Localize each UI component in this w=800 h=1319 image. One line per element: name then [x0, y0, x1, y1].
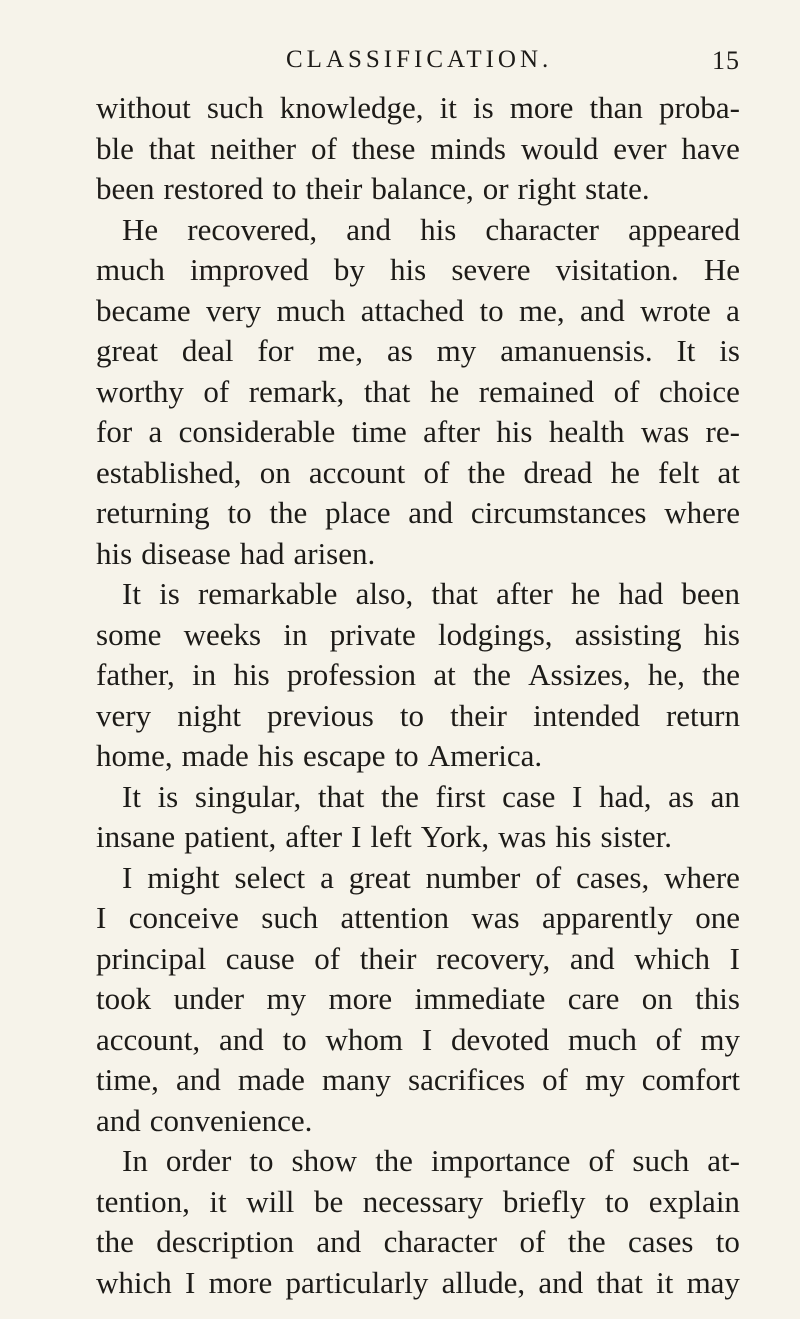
word: left	[370, 819, 412, 854]
word: might	[147, 859, 220, 895]
word: cases	[628, 1224, 694, 1259]
text-line	[96, 574, 740, 615]
word: to	[715, 1224, 740, 1259]
text-line	[96, 250, 740, 291]
word: my	[700, 1021, 740, 1057]
word: It	[122, 576, 141, 611]
word: singular,	[194, 778, 302, 814]
word: I	[421, 1021, 433, 1057]
word: his	[257, 738, 294, 773]
word: It	[122, 778, 141, 814]
word: such	[206, 90, 264, 125]
text-line	[96, 939, 740, 980]
word: remarkable	[197, 576, 338, 611]
word: importance	[431, 1143, 571, 1178]
word: he,	[647, 657, 685, 692]
word: his	[496, 414, 533, 449]
word: great	[96, 333, 158, 368]
word: I	[96, 900, 107, 935]
text-line	[96, 1101, 740, 1142]
word: of	[314, 940, 341, 976]
word: had	[239, 535, 285, 571]
word: comfort	[641, 1062, 740, 1097]
word: have	[681, 130, 740, 166]
word: of	[542, 1062, 568, 1097]
running-head	[96, 46, 740, 80]
page-number: 15	[712, 46, 740, 75]
word: more	[509, 90, 574, 125]
word: it	[439, 90, 457, 125]
text-line	[96, 1182, 740, 1223]
word: Assizes,	[528, 657, 631, 692]
word: that	[363, 373, 411, 409]
word: where	[664, 859, 740, 895]
word: the	[567, 1224, 606, 1259]
word: account	[308, 454, 406, 490]
word: night	[177, 697, 241, 733]
word: immediate	[414, 981, 546, 1016]
word: than	[589, 90, 643, 125]
word: his	[96, 535, 133, 571]
word: arisen.	[293, 535, 376, 571]
word: made	[181, 738, 249, 773]
word: dread	[523, 454, 593, 490]
word: will	[246, 1183, 295, 1219]
word: and	[408, 495, 454, 530]
word: took	[96, 981, 152, 1016]
word: their	[450, 697, 507, 733]
word: a	[320, 859, 334, 895]
word: where	[664, 495, 740, 530]
word: the	[472, 657, 511, 692]
word: briefly	[502, 1183, 586, 1219]
word: right	[517, 171, 577, 206]
word: by	[333, 252, 365, 287]
word: balance,	[371, 171, 474, 206]
word: number	[425, 859, 521, 895]
word: he	[571, 576, 601, 611]
word: is	[157, 778, 179, 814]
word: at	[717, 454, 740, 490]
word: character	[383, 1224, 498, 1259]
word: or	[482, 171, 509, 206]
word: previous	[267, 697, 374, 733]
word: great	[348, 859, 411, 895]
text-line	[96, 412, 740, 453]
text-line	[96, 898, 740, 939]
word: of	[613, 373, 640, 409]
word: conceive	[128, 900, 239, 935]
word: devoted	[451, 1021, 550, 1057]
word: may	[686, 1264, 740, 1300]
word: to	[282, 1021, 307, 1057]
word: escape	[302, 738, 386, 773]
text-line	[96, 655, 740, 696]
text-line	[96, 534, 740, 575]
word: intended	[533, 697, 640, 733]
text-line	[96, 493, 740, 534]
word: restored	[163, 171, 264, 206]
text-line	[96, 88, 740, 129]
word: on	[641, 981, 673, 1016]
word: remark,	[248, 373, 345, 409]
word: allude,	[441, 1264, 526, 1300]
text-line	[96, 210, 740, 251]
text-line	[96, 372, 740, 413]
word: after	[285, 819, 343, 854]
word: in	[192, 657, 217, 692]
text-line	[96, 331, 740, 372]
text-line	[96, 817, 740, 858]
word: more	[208, 1264, 273, 1300]
word: an	[710, 778, 740, 814]
word: of	[310, 130, 337, 166]
word: attached	[360, 292, 465, 328]
text-line	[96, 979, 740, 1020]
word: to	[479, 292, 504, 328]
word: place	[325, 495, 391, 530]
word: that	[431, 576, 478, 611]
word: returning	[96, 495, 210, 530]
word: under	[173, 981, 245, 1016]
word: he	[429, 373, 460, 409]
word: this	[695, 981, 740, 1016]
word: to	[227, 495, 252, 530]
word: re-	[705, 414, 740, 449]
word: been	[681, 576, 740, 611]
word: is	[472, 90, 494, 125]
word: of	[519, 1224, 546, 1259]
word: the	[269, 495, 308, 530]
word: became	[96, 292, 191, 328]
word: such	[632, 1143, 690, 1178]
word: explain	[648, 1183, 740, 1219]
word: I	[185, 1264, 196, 1300]
word: private	[329, 616, 416, 652]
word: after	[496, 576, 553, 611]
word: remained	[478, 373, 595, 409]
word: very	[206, 292, 262, 328]
word: America.	[427, 738, 543, 773]
word: that	[148, 130, 196, 166]
word: to	[394, 738, 419, 773]
word: I	[729, 940, 740, 976]
word: amanuensis.	[500, 333, 653, 368]
word: his	[703, 616, 740, 652]
word: that	[317, 778, 365, 814]
word: cases,	[576, 859, 650, 895]
word: tention,	[96, 1183, 190, 1219]
word: made	[237, 1062, 305, 1097]
word: his	[390, 252, 427, 287]
word: I	[572, 778, 583, 814]
word: disease	[141, 535, 231, 571]
word: proba-	[659, 90, 740, 125]
word: first	[435, 778, 486, 814]
word: is	[159, 576, 180, 611]
word: at	[433, 657, 456, 692]
word: care	[567, 981, 620, 1016]
word: and	[96, 1102, 141, 1138]
word: and	[346, 211, 392, 247]
word: recovered,	[187, 211, 318, 247]
word: for	[257, 333, 294, 368]
word: worthy	[96, 373, 184, 409]
text-line	[96, 1060, 740, 1101]
word: principal	[96, 940, 207, 976]
word: it	[656, 1264, 674, 1300]
word: which	[634, 940, 711, 976]
word: It	[676, 333, 696, 368]
word: neither	[210, 130, 297, 166]
word: more	[328, 981, 393, 1016]
text-line	[96, 169, 740, 210]
word: time	[351, 414, 407, 449]
word: be	[313, 1183, 344, 1219]
word: such	[261, 900, 319, 935]
word: father,	[96, 657, 175, 692]
word: deal	[181, 333, 234, 368]
word: established,	[96, 454, 242, 490]
word: and	[579, 292, 625, 328]
word: and	[175, 1062, 221, 1097]
word: very	[96, 697, 152, 733]
word: patient,	[184, 819, 277, 854]
word: their	[305, 171, 363, 206]
word: improved	[189, 252, 309, 287]
word: his	[420, 211, 457, 247]
word: the	[381, 778, 419, 814]
word: been	[96, 171, 155, 206]
text-line	[96, 291, 740, 332]
word: on	[259, 454, 291, 490]
word: ever	[613, 130, 667, 166]
word: show	[291, 1143, 357, 1178]
word: order	[165, 1143, 232, 1178]
word: York,	[420, 819, 490, 854]
word: one	[695, 900, 740, 935]
word: sacrifices	[408, 1062, 526, 1097]
word: lodgings,	[438, 616, 553, 652]
body-text	[96, 88, 740, 1303]
word: insane	[96, 819, 176, 854]
word: my	[585, 1062, 625, 1097]
word: much	[276, 292, 346, 328]
word: assisting	[574, 616, 682, 652]
word: these	[351, 130, 416, 166]
word: profession	[286, 657, 417, 692]
word: state.	[585, 171, 650, 206]
word: the	[375, 1143, 413, 1178]
word: also,	[355, 576, 414, 611]
word: In	[122, 1143, 148, 1178]
word: of	[535, 859, 562, 895]
word: and	[218, 1021, 264, 1057]
word: a	[148, 414, 163, 449]
word: and	[569, 940, 615, 976]
word: return	[665, 697, 740, 733]
word: of	[588, 1143, 615, 1178]
word: the	[467, 454, 506, 490]
word: to	[605, 1183, 630, 1219]
word: my	[266, 981, 307, 1016]
word: my	[436, 333, 477, 368]
word: of	[203, 373, 230, 409]
word: I	[122, 859, 133, 895]
word: that	[596, 1264, 643, 1300]
word: sister.	[600, 819, 672, 854]
word: much	[567, 1021, 637, 1057]
word: me,	[317, 333, 364, 368]
word: after	[423, 414, 480, 449]
word: a	[726, 292, 740, 328]
text-line	[96, 129, 740, 170]
word: account,	[96, 1021, 201, 1057]
text-line	[96, 1141, 740, 1182]
word: visitation.	[555, 252, 679, 287]
word: to	[399, 697, 425, 733]
word: it	[209, 1183, 227, 1219]
word: which	[96, 1264, 172, 1300]
word: appeared	[628, 211, 740, 247]
word: character	[485, 211, 599, 247]
text-line	[96, 615, 740, 656]
word: ble	[96, 130, 134, 166]
word: choice	[659, 373, 740, 409]
word: I	[351, 819, 362, 854]
text-line	[96, 1020, 740, 1061]
word: minds	[430, 130, 506, 166]
word: his	[555, 819, 592, 854]
word: me,	[518, 292, 565, 328]
word: his	[233, 657, 270, 692]
word: weeks	[183, 616, 262, 652]
word: for	[96, 414, 133, 449]
word: some	[96, 616, 162, 652]
word: much	[96, 252, 165, 287]
word: to	[272, 171, 297, 206]
word: at-	[707, 1143, 740, 1178]
word: convenience.	[149, 1102, 313, 1138]
word: recovery,	[436, 940, 551, 976]
word: wrote	[640, 292, 711, 328]
word: He	[122, 211, 159, 247]
word: He	[703, 252, 740, 287]
word: home,	[96, 738, 173, 773]
text-line	[96, 1222, 740, 1263]
word: the	[702, 657, 740, 692]
word: without	[96, 90, 191, 125]
running-title: CLASSIFICATION.	[286, 46, 553, 73]
word: select	[234, 859, 306, 895]
word: was	[640, 414, 690, 449]
word: particularly	[285, 1264, 429, 1300]
word: was	[471, 900, 520, 935]
word: as	[668, 778, 694, 814]
word: and	[316, 1224, 362, 1259]
word: was	[498, 819, 547, 854]
word: had	[618, 576, 664, 611]
word: time,	[96, 1062, 159, 1097]
word: of	[423, 454, 450, 490]
word: felt	[658, 454, 700, 490]
word: case	[502, 778, 556, 814]
word: necessary	[362, 1183, 484, 1219]
text-line	[96, 777, 740, 818]
text-line	[96, 1263, 740, 1304]
word: had,	[599, 778, 652, 814]
word: of	[655, 1021, 682, 1057]
word: he	[610, 454, 640, 490]
word: in	[283, 616, 308, 652]
word: as	[386, 333, 413, 368]
word: cause	[225, 940, 295, 976]
text-line	[96, 736, 740, 777]
word: to	[249, 1143, 274, 1178]
text-line	[96, 858, 740, 899]
word: their	[359, 940, 417, 976]
word: whom	[325, 1021, 404, 1057]
word: description	[156, 1224, 295, 1259]
text-line	[96, 696, 740, 737]
word: considerable	[178, 414, 336, 449]
word: knowledge,	[279, 90, 424, 125]
text-line	[96, 453, 740, 494]
word: the	[96, 1224, 134, 1259]
word: many	[322, 1062, 391, 1097]
word: attention	[340, 900, 449, 935]
word: health	[548, 414, 625, 449]
word: is	[719, 333, 740, 368]
word: and	[538, 1264, 584, 1300]
word: would	[520, 130, 599, 166]
word: apparently	[541, 900, 673, 935]
word: circumstances	[470, 495, 647, 530]
word: severe	[451, 252, 531, 287]
